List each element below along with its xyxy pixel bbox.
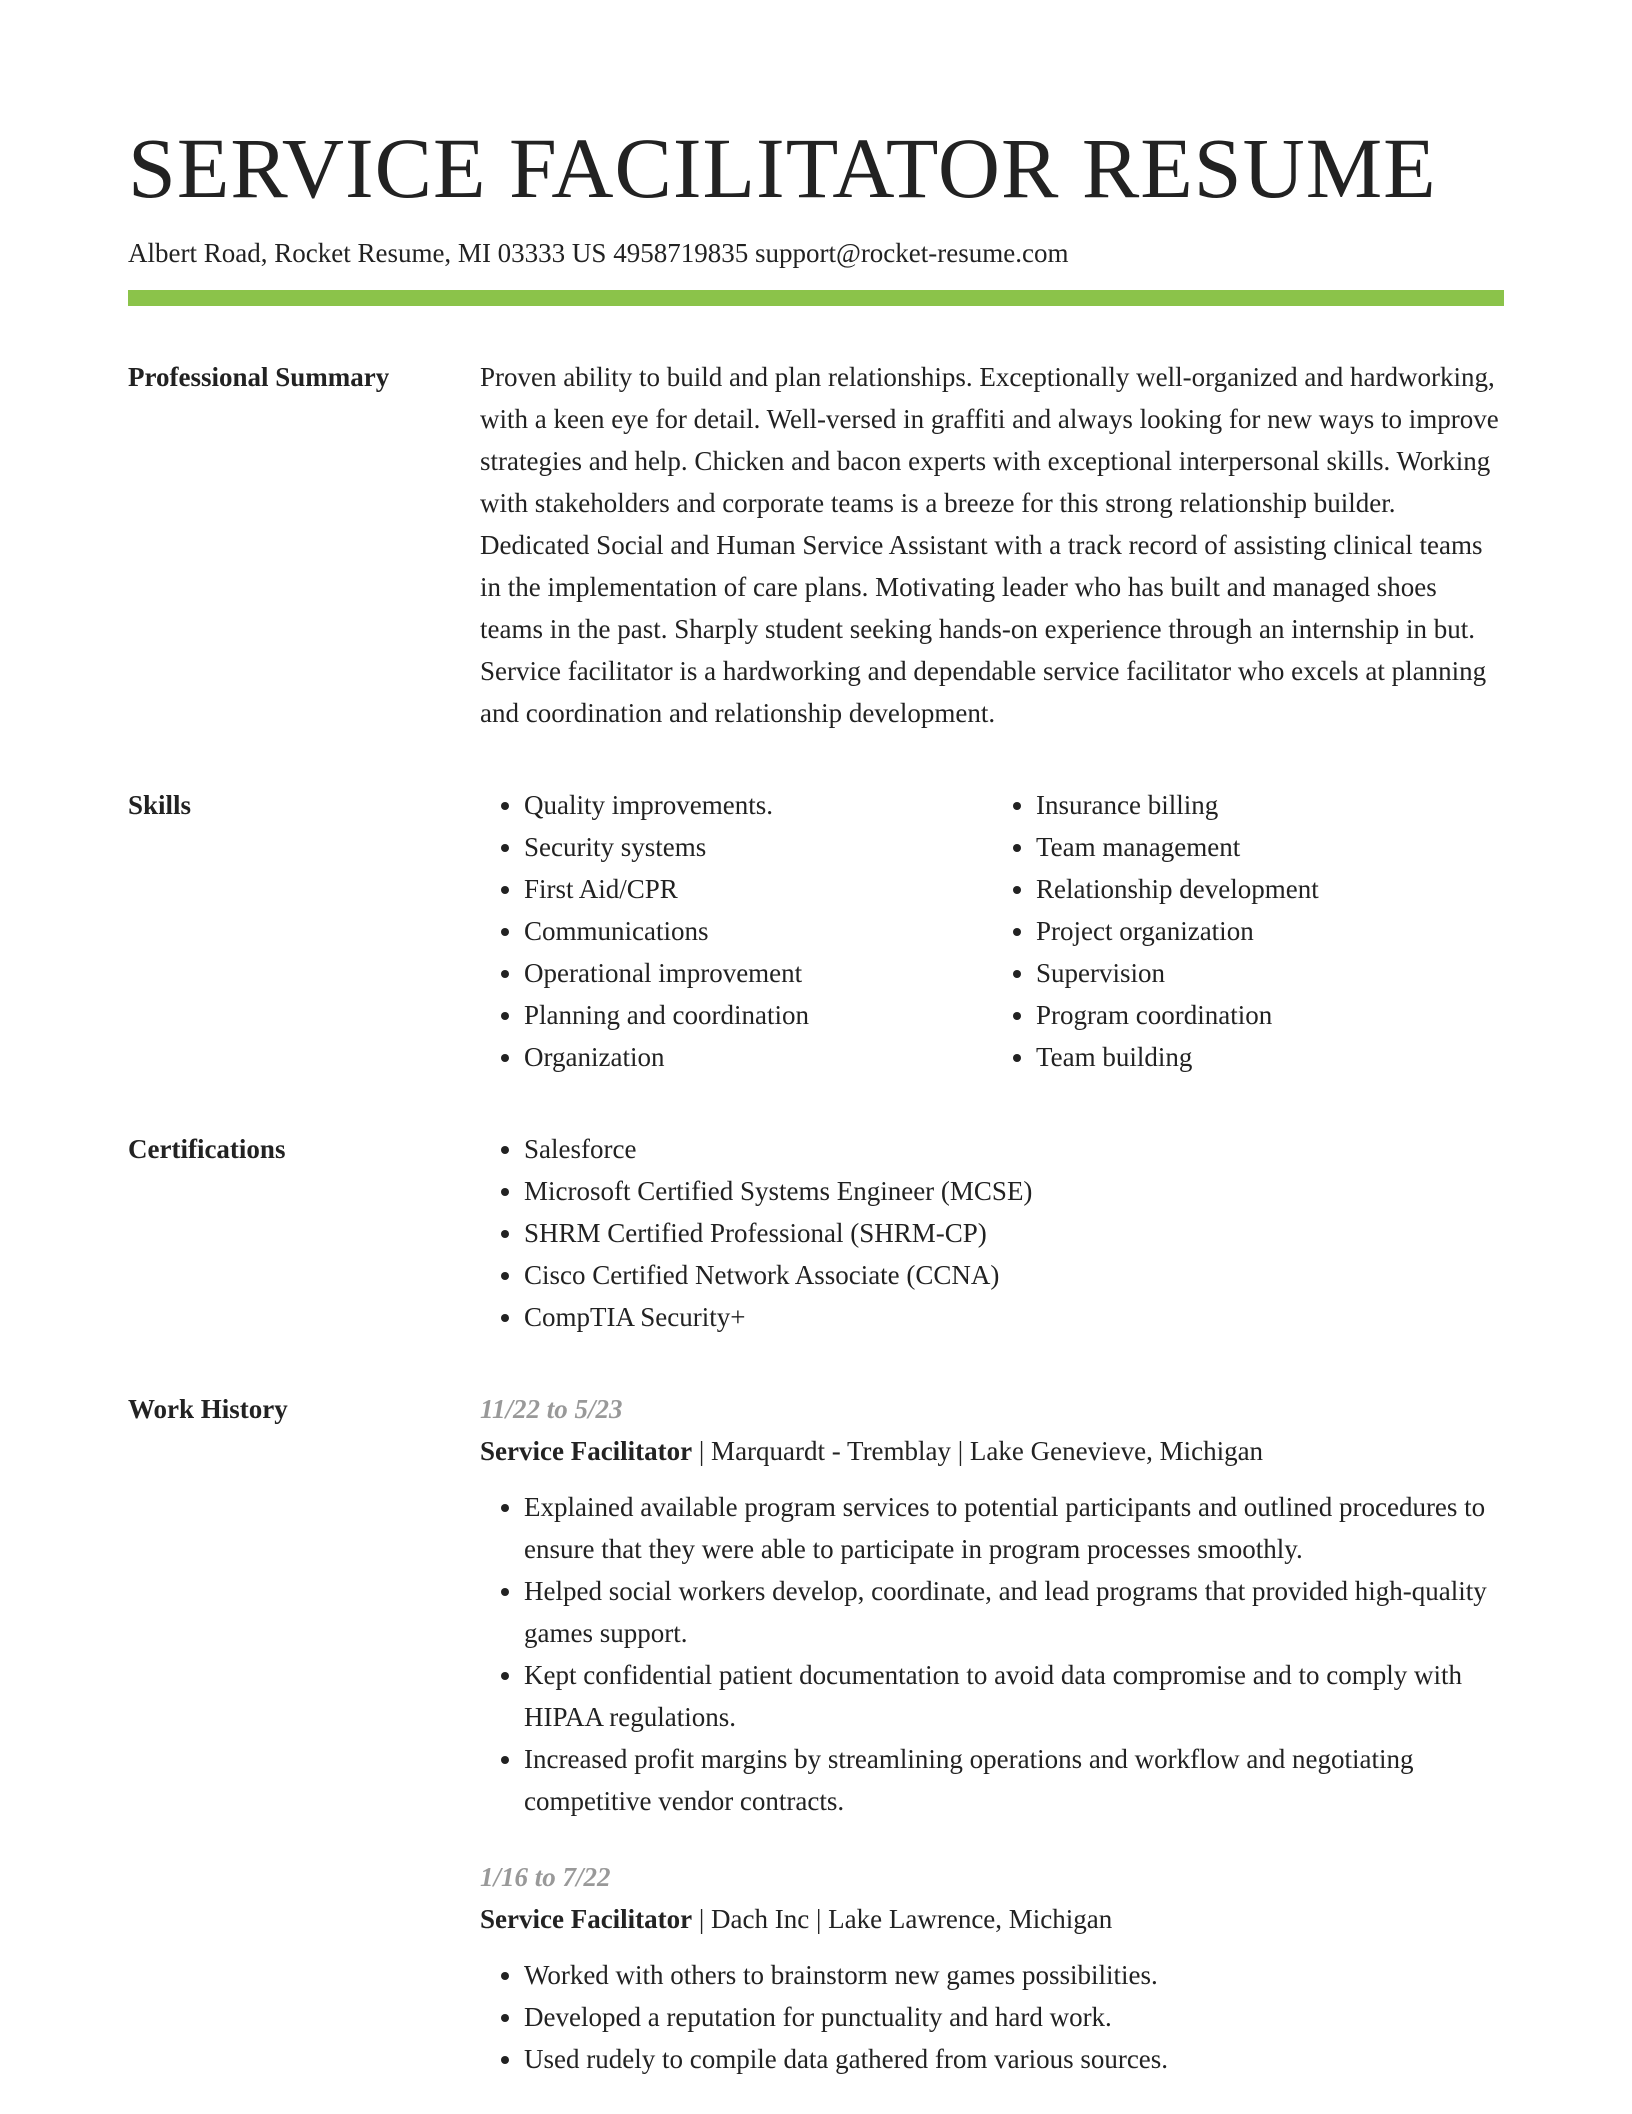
contact-line [128, 236, 1504, 270]
certifications-heading: Certifications [128, 1134, 286, 1164]
skill-item: • Planning and coordination [524, 994, 992, 1036]
certifications-list [480, 1128, 1504, 1338]
job-entry [480, 1856, 1504, 2080]
skill-item: • First Aid/CPR [524, 868, 992, 910]
job-details: | Marquardt - Tremblay | Lake Genevieve, Michigan [692, 1436, 1264, 1466]
certification-item: • Salesforce [524, 1128, 1504, 1170]
certifications-body [480, 1128, 1504, 1338]
skill-item: • Supervision [1036, 952, 1504, 994]
skill-item: • Team building [1036, 1036, 1504, 1078]
job-title: Service Facilitator [480, 1904, 693, 1934]
job-bullets [480, 1954, 1504, 2080]
skill-item: • Insurance billing [1036, 784, 1504, 826]
skills-list-left [480, 784, 992, 1078]
contact-address: Albert Road, Rocket Resume, MI 03333 US [128, 238, 607, 268]
job-bullet: • Developed a reputation for punctuality and hard work. [524, 1996, 1504, 2038]
summary-body [480, 356, 1504, 734]
certifications-section [128, 1128, 1504, 1338]
job-bullet: • Kept confidential patient documentation to avoid data compromise and to comply with HIPAA regulations. [524, 1654, 1504, 1738]
work-history-heading: Work History [128, 1394, 288, 1424]
skills-list-right [992, 784, 1504, 1078]
job-bullet: • Helped social workers develop, coordinate, and lead programs that provided high-quality games support. [524, 1570, 1504, 1654]
certification-item: • SHRM Certified Professional (SHRM-CP) [524, 1212, 1504, 1254]
contact-phone: 4958719835 [613, 238, 749, 268]
job-bullet: • Increased profit margins by streamlining operations and workflow and negotiating competitive vendor contracts. [524, 1738, 1504, 1822]
skills-heading: Skills [128, 790, 192, 820]
summary-section [128, 356, 1504, 734]
skill-item: • Communications [524, 910, 992, 952]
summary-text: Proven ability to build and plan relationships. Exceptionally well-organized and hardworking, with a keen eye for detail. Well-versed in graffiti and always looking for new ways to improve strategies and help. Chicken and bacon experts with exceptional interpersonal skills. Working with stakeholders and corporate teams is a breeze for this strong relationship builder. Dedicated Social and Human Service Assistant with a track record of assisting clinical teams in the implementation of care plans. Motivating leader who has built and managed shoes teams in the past. Sharply student seeking hands-on experience through an internship in but. Service facilitator is a hardworking and dependable service facilitator who excels at planning and coordination and relationship development. [480, 362, 1499, 728]
job-dates: 1/16 to 7/22 [480, 1862, 611, 1892]
job-entry [480, 1388, 1504, 1822]
skill-item: • Relationship development [1036, 868, 1504, 910]
job-details: | Dach Inc | Lake Lawrence, Michigan [692, 1904, 1113, 1934]
work-history-section [128, 1388, 1504, 2114]
header-divider [128, 290, 1504, 306]
contact-email[interactable]: support@rocket-resume.com [754, 238, 1069, 268]
skills-section [128, 784, 1504, 1078]
job-bullets [480, 1486, 1504, 1822]
job-bullet: • Worked with others to brainstorm new games possibilities. [524, 1954, 1504, 1996]
job-bullet: • Explained available program services to potential participants and outlined procedures to ensure that they were able to participate in program processes smoothly. [524, 1486, 1504, 1570]
skill-item: • Program coordination [1036, 994, 1504, 1036]
skill-item: • Project organization [1036, 910, 1504, 952]
skill-item: • Operational improvement [524, 952, 992, 994]
certification-item: • CompTIA Security+ [524, 1296, 1504, 1338]
job-bullet: • Used rudely to compile data gathered from various sources. [524, 2038, 1504, 2080]
skill-item: • Security systems [524, 826, 992, 868]
skill-item: • Team management [1036, 826, 1504, 868]
job-title: Service Facilitator [480, 1436, 693, 1466]
skills-body [480, 784, 1504, 1078]
work-history-body [480, 1388, 1504, 2114]
job-heading [480, 1898, 1504, 1940]
page-title: SERVICE FACILITATOR RESUME [128, 120, 1437, 216]
resume-page [128, 0, 1504, 2114]
certification-item: • Cisco Certified Network Associate (CCNA) [524, 1254, 1504, 1296]
job-heading [480, 1430, 1504, 1472]
skill-item: • Organization [524, 1036, 992, 1078]
summary-heading: Professional Summary [128, 362, 390, 392]
job-dates: 11/22 to 5/23 [480, 1394, 623, 1424]
certification-item: • Microsoft Certified Systems Engineer (MCSE) [524, 1170, 1504, 1212]
skill-item: • Quality improvements. [524, 784, 992, 826]
